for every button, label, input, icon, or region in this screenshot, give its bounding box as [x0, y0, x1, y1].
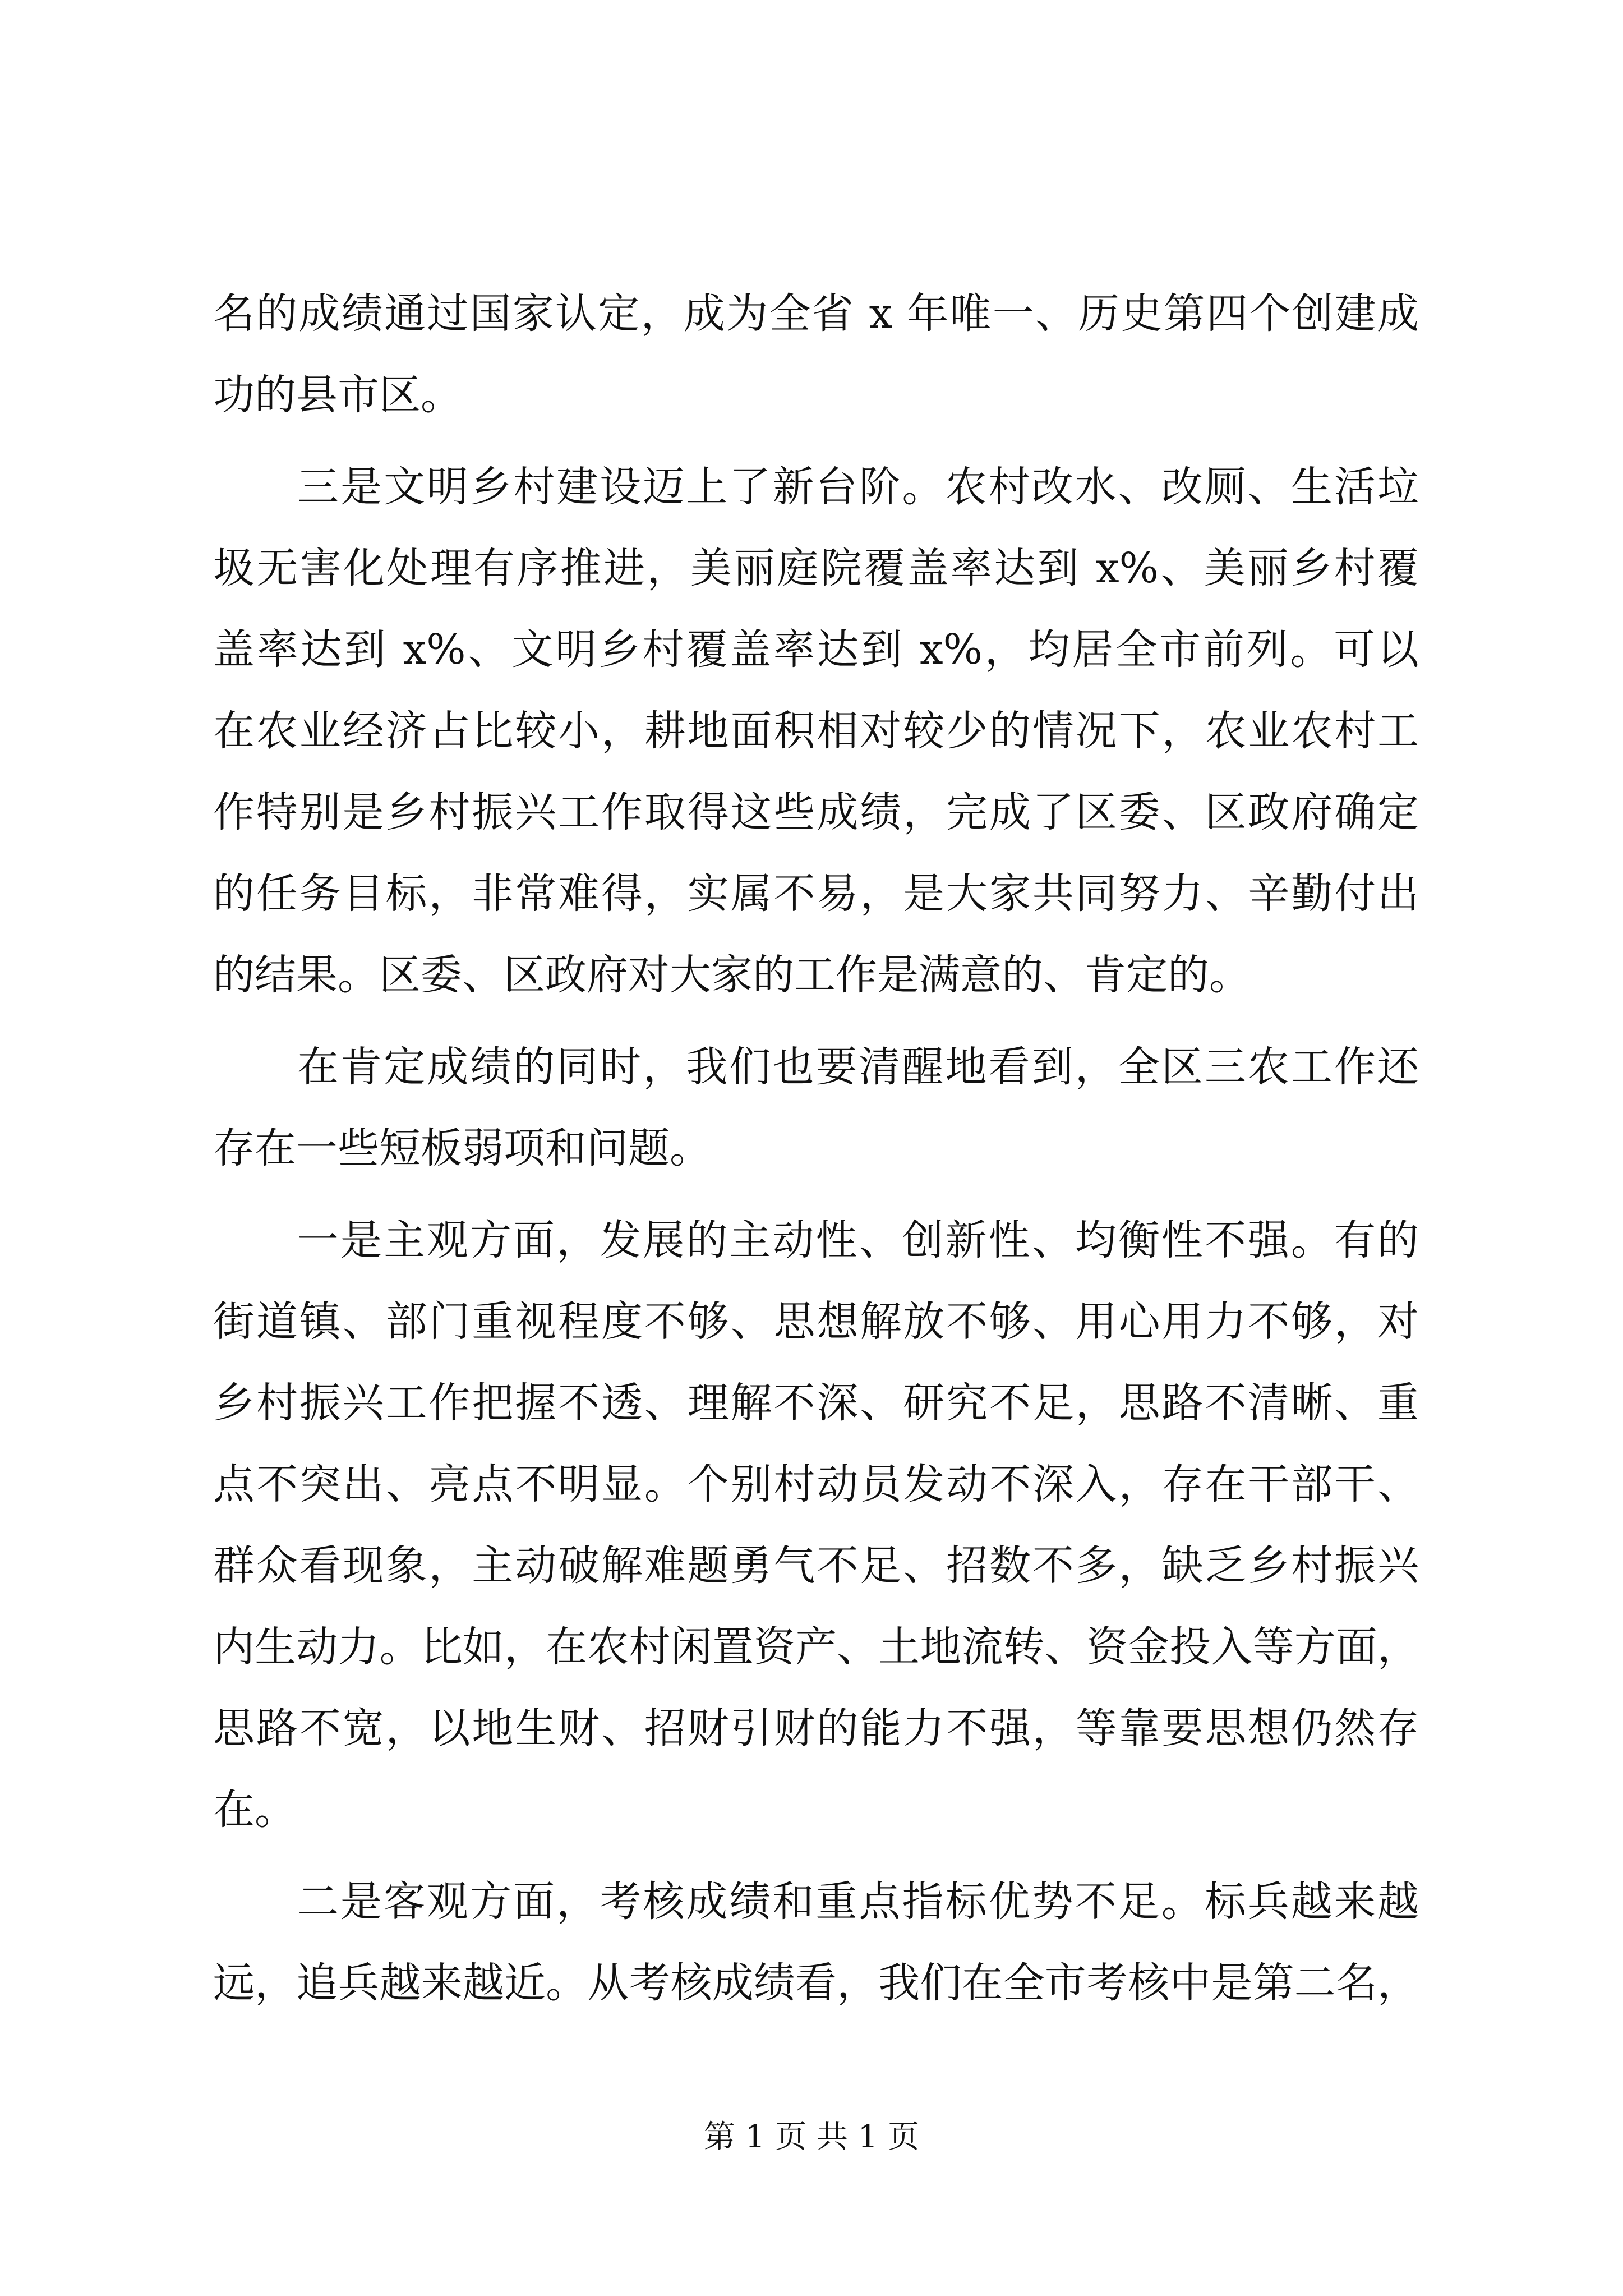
text-line: 内生动力。比如，在农村闲置资产、土地流转、资金投入等方面，: [213, 1623, 1419, 1671]
text-line: 在农业经济占比较小，耕地面积相对较少的情况下，农业农村工: [213, 707, 1419, 755]
paragraph-start-line: 二是客观方面，考核成绩和重点指标优势不足。标兵越来越: [297, 1878, 1419, 1926]
text-line: 盖率达到 x%、文明乡村覆盖率达到 x%，均居全市前列。可以: [213, 625, 1419, 674]
paragraph-start-line: 一是主观方面，发展的主动性、创新性、均衡性不强。有的: [297, 1216, 1419, 1264]
paragraph-start-line: 三是文明乡村建设迈上了新台阶。农村改水、改厕、生活垃: [297, 463, 1419, 511]
text-line: 功的县市区。: [213, 371, 462, 419]
text-line: 的结果。区委、区政府对大家的工作是满意的、肯定的。: [213, 951, 1251, 999]
text-line: 存在一些短板弱项和问题。: [213, 1124, 711, 1172]
paragraph-start-line: 在肯定成绩的同时，我们也要清醒地看到，全区三农工作还: [297, 1043, 1419, 1091]
text-line: 思路不宽，以地生财、招财引财的能力不强，等靠要思想仍然存: [213, 1704, 1419, 1752]
text-line: 圾无害化处理有序推进，美丽庭院覆盖率达到 x%、美丽乡村覆: [213, 544, 1419, 592]
text-line: 在。: [213, 1786, 296, 1834]
text-line: 作特别是乡村振兴工作取得这些成绩，完成了区委、区政府确定: [213, 788, 1419, 836]
text-line: 乡村振兴工作把握不透、理解不深、研究不足，思路不清晰、重: [213, 1379, 1419, 1427]
document-body: [213, 273, 1419, 2024]
text-line: 群众看现象，主动破解难题勇气不足、招数不多，缺乏乡村振兴: [213, 1542, 1419, 1590]
page-number-footer: 第 1 页 共 1 页: [703, 2119, 920, 2155]
text-line: 点不突出、亮点不明显。个别村动员发动不深入，存在干部干、: [213, 1460, 1419, 1508]
text-line: 远，追兵越来越近。从考核成绩看，我们在全市考核中是第二名，: [213, 1959, 1419, 2007]
text-line: 街道镇、部门重视程度不够、思想解放不够、用心用力不够，对: [213, 1297, 1419, 1346]
text-line: 名的成绩通过国家认定，成为全省 x 年唯一、历史第四个创建成: [213, 289, 1419, 338]
text-line: 的任务目标，非常难得，实属不易，是大家共同努力、辛勤付出: [213, 869, 1419, 918]
